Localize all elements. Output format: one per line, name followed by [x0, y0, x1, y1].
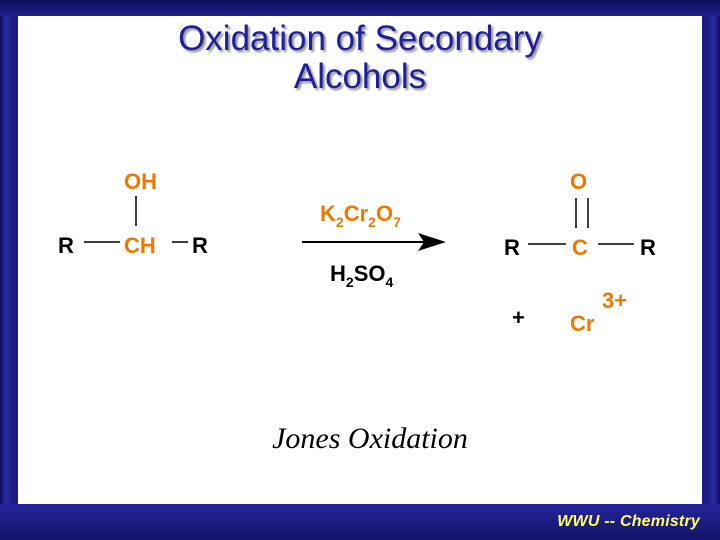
- dichromate-formula: $K_2Cr_2O_7$: [320, 201, 401, 230]
- title-line-2: Alcohols: [293, 57, 427, 96]
- title-line-1: Oxidation of Secondary: [178, 19, 542, 58]
- carbonyl-oxygen: O: [570, 169, 588, 194]
- oxidant-reagent: [320, 201, 401, 230]
- carbonyl-carbon: C: [572, 235, 588, 260]
- sulfuric-acid-formula: $H_2SO_4$: [330, 261, 394, 290]
- chromium-byproduct: [512, 288, 627, 336]
- slide-footer: [0, 504, 720, 540]
- reactant-r-right: R: [192, 233, 208, 258]
- reaction-arrow: [302, 233, 446, 251]
- chromium-symbol: Cr: [570, 311, 595, 336]
- plus-sign: +: [512, 305, 525, 330]
- carbinol-carbon: CH: [124, 233, 156, 258]
- hydroxyl-group: OH: [124, 169, 157, 194]
- reaction-name-caption: Jones Oxidation: [272, 422, 468, 455]
- chromium-charge: 3+: [602, 288, 628, 313]
- acid-reagent: [330, 261, 393, 290]
- reactant-alcohol: [58, 169, 208, 258]
- product-ketone: [504, 169, 656, 260]
- reactant-r-left: R: [58, 233, 74, 258]
- footer-label: WWU -- Chemistry: [557, 513, 700, 530]
- product-r-right: R: [640, 235, 656, 260]
- product-r-left: R: [504, 235, 520, 260]
